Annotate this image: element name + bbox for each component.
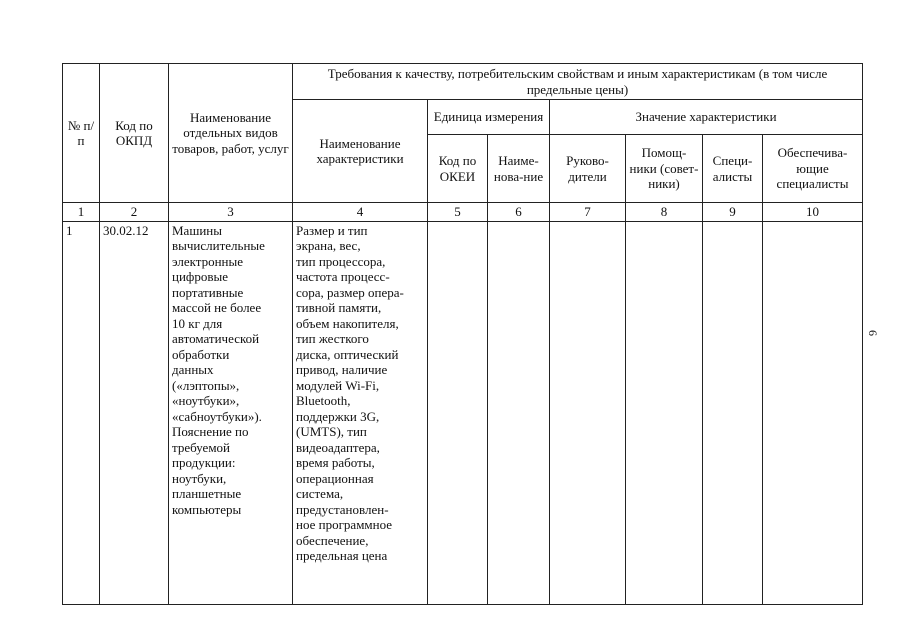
row-okei-code (428, 221, 488, 604)
item-name-line: продукции: (172, 455, 236, 470)
page-number: 6 (866, 330, 880, 336)
item-name-line: портативные (172, 284, 244, 300)
char-name-line: Размер и тип (296, 222, 368, 238)
header-requirements: Требования к качеству, потребительским свойствам и иным характеристикам (в том числе предельные цены) (293, 64, 863, 100)
item-name-line: планшетные (172, 486, 242, 501)
item-name-line: массой не более (172, 300, 262, 315)
column-number: 2 (100, 203, 169, 222)
column-number: 4 (293, 203, 428, 222)
row-okpd-code: 30.02.12 (100, 221, 169, 604)
char-name-line: видеоадаптера, (296, 439, 380, 455)
item-name-line: 10 кг для (172, 315, 223, 331)
char-name-line: привод, наличие (296, 362, 388, 377)
row-no: 1 (63, 221, 100, 604)
char-name-line: операционная (296, 470, 374, 486)
char-name-line: система, (296, 486, 344, 501)
column-number: 7 (550, 203, 626, 222)
column-number: 8 (626, 203, 703, 222)
char-name-line: сора, размер опера- (296, 284, 404, 300)
header-no: № п/п (63, 64, 100, 203)
item-name-line: Пояснение по (172, 424, 249, 439)
item-name-line: вычислительные (172, 238, 265, 253)
item-name-line: ноутбуки, (172, 470, 227, 486)
char-name-line: время работы, (296, 455, 375, 470)
item-name-line: обработки (172, 346, 230, 362)
char-name-line: ное программное (296, 517, 393, 532)
header-assistants: Помощ-ники (совет-ники) (626, 135, 703, 203)
item-name-line: электронные (172, 253, 244, 269)
char-name-line: экрана, вес, (296, 238, 361, 253)
row-char-name (293, 221, 428, 604)
column-number: 1 (63, 203, 100, 222)
item-name-line: («лэптопы», (172, 377, 240, 393)
item-name-line: «сабноутбуки»). (172, 408, 262, 424)
char-name-line: (UMTS), тип (296, 424, 367, 439)
row-assistants (626, 221, 703, 604)
char-name-line: Bluetooth, (296, 393, 351, 408)
header-row-1 (63, 64, 863, 100)
header-support-specialists: Обеспечива-ющие специалисты (763, 135, 863, 203)
header-unit-name: Наиме-нова-ние (488, 135, 550, 203)
item-name-line: цифровые (172, 269, 228, 284)
item-name-line: данных (172, 362, 214, 377)
column-number: 6 (488, 203, 550, 222)
header-value: Значение характеристики (550, 100, 863, 135)
item-name-line: автоматической (172, 331, 260, 346)
row-unit-name (488, 221, 550, 604)
header-okpd-code: Код по ОКПД (100, 64, 169, 203)
column-number: 10 (763, 203, 863, 222)
column-number: 5 (428, 203, 488, 222)
char-name-line: диска, оптический (296, 346, 399, 362)
row-item-name (169, 221, 293, 604)
column-number: 3 (169, 203, 293, 222)
requirements-table (62, 63, 863, 605)
char-name-line: предельная цена (296, 548, 388, 563)
char-name-line: тип процессора, (296, 253, 386, 269)
char-name-line: тивной памяти, (296, 300, 382, 315)
char-name-line: обеспечение, (296, 532, 369, 548)
item-name-line: Машины (172, 222, 222, 238)
column-number-row (63, 203, 863, 222)
item-name-line: «ноутбуки», (172, 393, 240, 408)
header-okei-code: Код по ОКЕИ (428, 135, 488, 203)
char-name-line: модулей Wi-Fi, (296, 377, 380, 393)
char-name-line: поддержки 3G, (296, 408, 380, 424)
header-item-name: Наименование отдельных видов товаров, работ, услуг (169, 64, 293, 203)
char-name-line: тип жесткого (296, 331, 369, 346)
char-name-line: предустановлен- (296, 501, 389, 517)
row-support-specialists (763, 221, 863, 604)
row-specialists (703, 221, 763, 604)
header-specialists: Специ-алисты (703, 135, 763, 203)
char-name-line: объем накопителя, (296, 315, 399, 331)
table-row (63, 221, 863, 604)
item-name-line: требуемой (172, 439, 231, 455)
header-unit: Единица измерения (428, 100, 550, 135)
column-number: 9 (703, 203, 763, 222)
item-name-line: компьютеры (172, 501, 242, 517)
header-managers: Руково-дители (550, 135, 626, 203)
row-managers (550, 221, 626, 604)
char-name-line: частота процесс- (296, 269, 390, 284)
header-char-name: Наименование характеристики (293, 100, 428, 203)
